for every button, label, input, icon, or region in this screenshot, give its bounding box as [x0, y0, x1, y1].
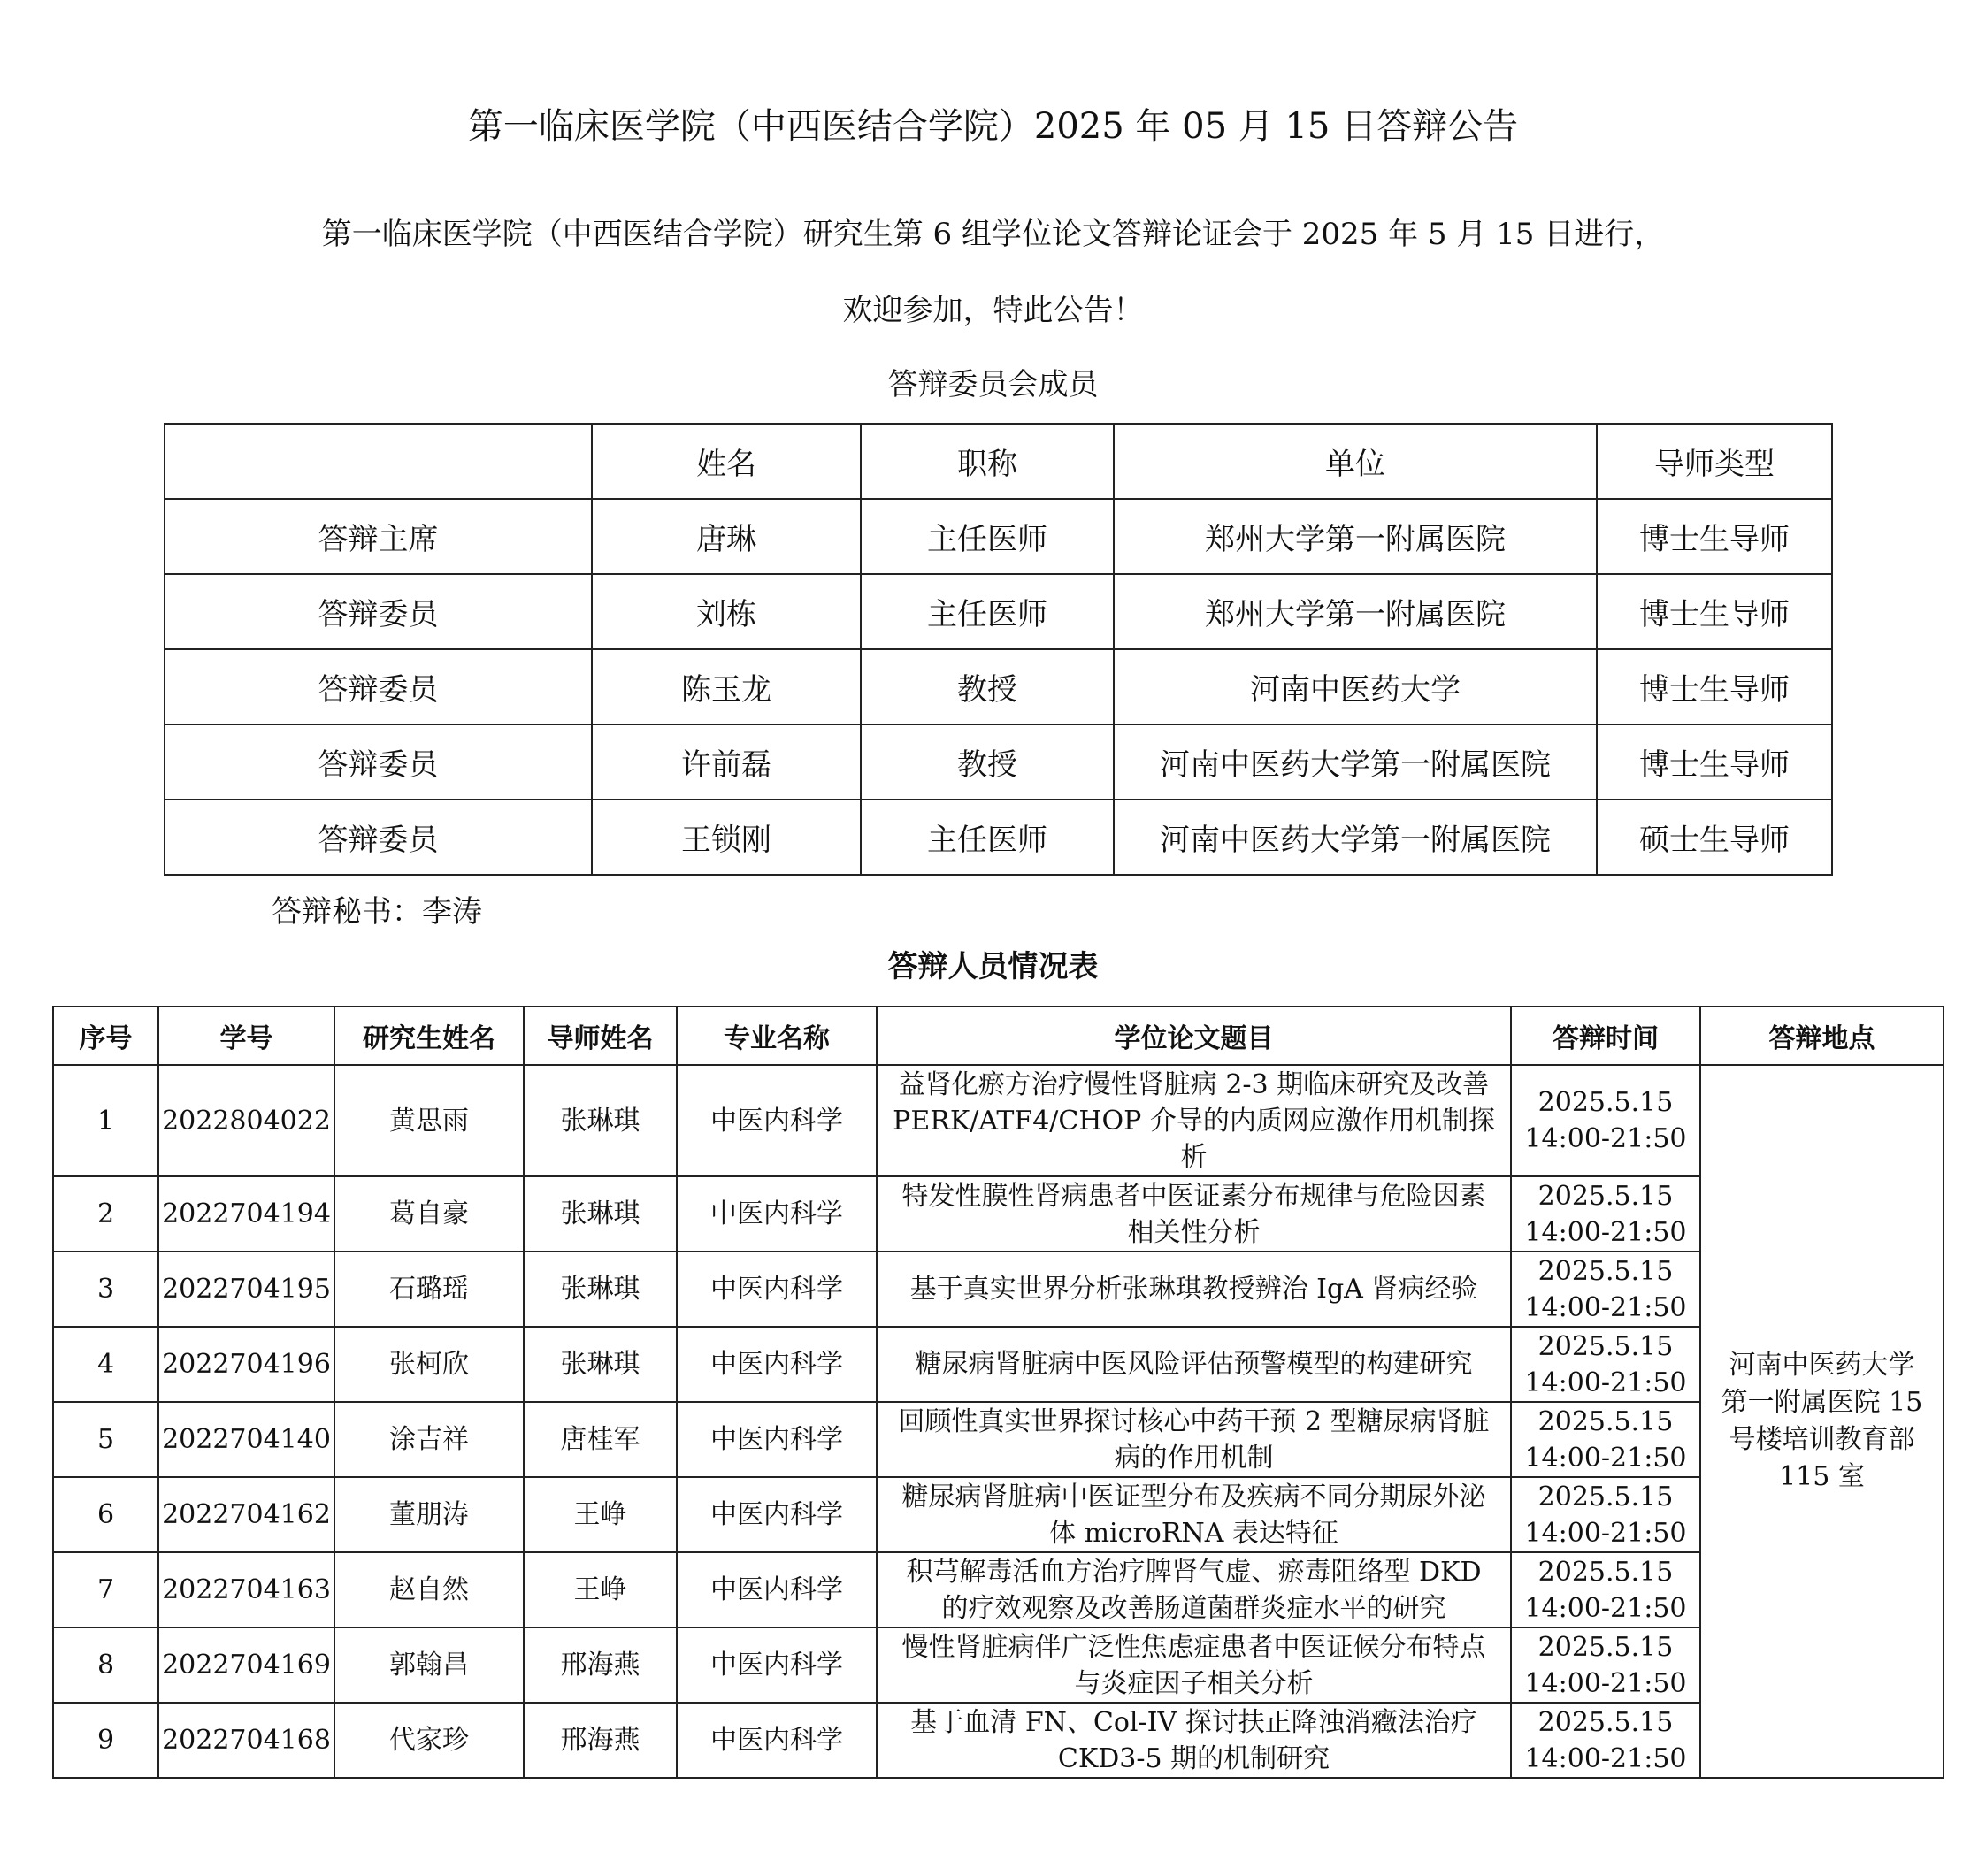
- cell-advisor-name: 王峥: [524, 1477, 677, 1552]
- cell-advisor-name: 邢海燕: [524, 1627, 677, 1703]
- cell-no: 3: [53, 1252, 158, 1327]
- cell-no: 8: [53, 1627, 158, 1703]
- cell-thesis-title: 慢性肾脏病伴广泛性焦虑症患者中医证候分布特点与炎症因子相关分析: [877, 1627, 1511, 1703]
- defense-row: [53, 1627, 1944, 1703]
- defense-date: 2025.5.15: [1537, 1556, 1674, 1588]
- defense-header-time: 答辩时间: [1511, 1007, 1700, 1065]
- cell-advisor-name: 王峥: [524, 1552, 677, 1627]
- defense-row: [53, 1252, 1944, 1327]
- committee-advisor-type: 博士生导师: [1597, 499, 1832, 574]
- cell-student-name: 郭翰昌: [334, 1627, 524, 1703]
- cell-advisor-name: 唐桂军: [524, 1402, 677, 1477]
- committee-title: 教授: [861, 724, 1114, 800]
- defense-time-range: 14:00-21:50: [1524, 1123, 1687, 1154]
- cell-thesis-title: 益肾化瘀方治疗慢性肾脏病 2-3 期临床研究及改善 PERK/ATF4/CHOP 介导的内质网应激作用机制探析: [877, 1065, 1511, 1176]
- defense-time-range: 14:00-21:50: [1524, 1517, 1687, 1549]
- defense-time-range: 14:00-21:50: [1524, 1291, 1687, 1323]
- committee-row: [165, 574, 1832, 649]
- intro-text-line2: 欢迎参加，特此公告！: [842, 293, 1144, 328]
- committee-title: 主任医师: [861, 574, 1114, 649]
- cell-advisor-name: 张琳琪: [524, 1176, 677, 1252]
- defense-row: [53, 1402, 1944, 1477]
- cell-student-id: 2022704194: [158, 1176, 334, 1252]
- cell-advisor-name: 张琳琪: [524, 1252, 677, 1327]
- committee-row: [165, 800, 1832, 875]
- cell-student-id: 2022704140: [158, 1402, 334, 1477]
- defense-date: 2025.5.15: [1537, 1706, 1674, 1738]
- cell-defense-time: [1511, 1327, 1700, 1402]
- cell-student-name: 赵自然: [334, 1552, 524, 1627]
- cell-defense-time: [1511, 1703, 1700, 1778]
- cell-major: 中医内科学: [677, 1552, 877, 1627]
- committee-unit: 河南中医药大学第一附属医院: [1114, 800, 1597, 875]
- cell-student-name: 代家珍: [334, 1703, 524, 1778]
- cell-no: 1: [53, 1065, 158, 1176]
- cell-major: 中医内科学: [677, 1176, 877, 1252]
- committee-title: 主任医师: [861, 800, 1114, 875]
- defense-row: [53, 1477, 1944, 1552]
- cell-advisor-name: 张琳琪: [524, 1327, 677, 1402]
- cell-student-id: 2022704169: [158, 1627, 334, 1703]
- cell-no: 4: [53, 1327, 158, 1402]
- cell-major: 中医内科学: [677, 1703, 877, 1778]
- cell-student-id: 2022704163: [158, 1552, 334, 1627]
- defense-table: [52, 1006, 1944, 1779]
- cell-major: 中医内科学: [677, 1065, 877, 1176]
- cell-student-id: 2022704162: [158, 1477, 334, 1552]
- cell-student-name: 张柯欣: [334, 1327, 524, 1402]
- committee-role: 答辩主席: [165, 499, 592, 574]
- defense-time-range: 14:00-21:50: [1524, 1367, 1687, 1398]
- defense-date: 2025.5.15: [1537, 1481, 1674, 1512]
- defense-time-range: 14:00-21:50: [1524, 1592, 1687, 1624]
- cell-student-name: 涂吉祥: [334, 1402, 524, 1477]
- committee-row: [165, 649, 1832, 724]
- cell-thesis-title: 糖尿病肾脏病中医风险评估预警模型的构建研究: [877, 1327, 1511, 1402]
- committee-advisor-type: 博士生导师: [1597, 574, 1832, 649]
- defense-header-location: 答辩地点: [1700, 1007, 1944, 1065]
- cell-thesis-title: 积芎解毒活血方治疗脾肾气虚、瘀毒阻络型 DKD 的疗效观察及改善肠道菌群炎症水平的研究: [877, 1552, 1511, 1627]
- committee-row: [165, 724, 1832, 800]
- committee-row: [165, 499, 1832, 574]
- cell-student-name: 葛自豪: [334, 1176, 524, 1252]
- committee-table: [164, 423, 1833, 876]
- defense-title: 答辩人员情况表: [887, 949, 1099, 984]
- committee-advisor-type: 博士生导师: [1597, 649, 1832, 724]
- defense-time-range: 14:00-21:50: [1524, 1216, 1687, 1248]
- committee-advisor-type: 硕士生导师: [1597, 800, 1832, 875]
- cell-thesis-title: 特发性膜性肾病患者中医证素分布规律与危险因素相关性分析: [877, 1176, 1511, 1252]
- committee-advisor-type: 博士生导师: [1597, 724, 1832, 800]
- defense-row: [53, 1552, 1944, 1627]
- committee-unit: 河南中医药大学: [1114, 649, 1597, 724]
- committee-header-title: 职称: [861, 424, 1114, 499]
- committee-name: 刘栋: [592, 574, 861, 649]
- defense-date: 2025.5.15: [1537, 1405, 1674, 1437]
- cell-thesis-title: 基于血清 FN、Col-IV 探讨扶正降浊消癥法治疗 CKD3-5 期的机制研究: [877, 1703, 1511, 1778]
- committee-unit: 郑州大学第一附属医院: [1114, 574, 1597, 649]
- committee-header-role: [165, 424, 592, 499]
- defense-row: [53, 1327, 1944, 1402]
- cell-major: 中医内科学: [677, 1327, 877, 1402]
- committee-title: 主任医师: [861, 499, 1114, 574]
- committee-unit: 河南中医药大学第一附属医院: [1114, 724, 1597, 800]
- committee-header-name: 姓名: [592, 424, 861, 499]
- committee-header-unit: 单位: [1114, 424, 1597, 499]
- cell-advisor-name: 张琳琪: [524, 1065, 677, 1176]
- cell-thesis-title: 基于真实世界分析张琳琪教授辨治 IgA 肾病经验: [877, 1252, 1511, 1327]
- cell-student-name: 董朋涛: [334, 1477, 524, 1552]
- page-title: 第一临床医学院（中西医结合学院）2025 年 05 月 15 日答辩公告: [467, 106, 1519, 147]
- committee-role: 答辩委员: [165, 649, 592, 724]
- secretary-text: 答辩秘书：李涛: [272, 894, 482, 930]
- defense-time-range: 14:00-21:50: [1524, 1667, 1687, 1699]
- cell-major: 中医内科学: [677, 1402, 877, 1477]
- cell-defense-time: [1511, 1176, 1700, 1252]
- cell-thesis-title: 回顾性真实世界探讨核心中药干预 2 型糖尿病肾脏病的作用机制: [877, 1402, 1511, 1477]
- committee-unit: 郑州大学第一附属医院: [1114, 499, 1597, 574]
- cell-defense-time: [1511, 1552, 1700, 1627]
- committee-title: 答辩委员会成员: [887, 367, 1099, 402]
- cell-no: 6: [53, 1477, 158, 1552]
- defense-row: [53, 1065, 1944, 1176]
- committee-name: 许前磊: [592, 724, 861, 800]
- cell-no: 2: [53, 1176, 158, 1252]
- cell-no: 5: [53, 1402, 158, 1477]
- defense-date: 2025.5.15: [1537, 1087, 1674, 1118]
- defense-time-range: 14:00-21:50: [1524, 1442, 1687, 1474]
- cell-no: 9: [53, 1703, 158, 1778]
- defense-row: [53, 1176, 1944, 1252]
- committee-title: 教授: [861, 649, 1114, 724]
- committee-name: 王锁刚: [592, 800, 861, 875]
- defense-date: 2025.5.15: [1537, 1631, 1674, 1663]
- committee-header-advisor-type: 导师类型: [1597, 424, 1832, 499]
- cell-student-id: 2022804022: [158, 1065, 334, 1176]
- defense-date: 2025.5.15: [1537, 1180, 1674, 1212]
- cell-defense-location: 河南中医药大学第一附属医院 15 号楼培训教育部 115 室: [1700, 1065, 1944, 1778]
- defense-header-student: 研究生姓名: [334, 1007, 524, 1065]
- cell-defense-time: [1511, 1477, 1700, 1552]
- defense-header-thesis: 学位论文题目: [877, 1007, 1511, 1065]
- cell-defense-time: [1511, 1627, 1700, 1703]
- cell-thesis-title: 糖尿病肾脏病中医证型分布及疾病不同分期尿外泌体 microRNA 表达特征: [877, 1477, 1511, 1552]
- cell-student-id: 2022704168: [158, 1703, 334, 1778]
- defense-header-id: 学号: [158, 1007, 334, 1065]
- intro-text-line1: 第一临床医学院（中西医结合学院）研究生第 6 组学位论文答辩论证会于 2025 年 5 月 15 日进行，: [321, 217, 1665, 252]
- cell-defense-time: [1511, 1402, 1700, 1477]
- committee-role: 答辩委员: [165, 800, 592, 875]
- committee-role: 答辩委员: [165, 574, 592, 649]
- cell-student-name: 黄思雨: [334, 1065, 524, 1176]
- committee-name: 唐琳: [592, 499, 861, 574]
- committee-header-row: [165, 424, 1832, 499]
- cell-major: 中医内科学: [677, 1477, 877, 1552]
- defense-header-no: 序号: [53, 1007, 158, 1065]
- cell-no: 7: [53, 1552, 158, 1627]
- cell-major: 中医内科学: [677, 1627, 877, 1703]
- cell-defense-time: [1511, 1252, 1700, 1327]
- defense-date: 2025.5.15: [1537, 1330, 1674, 1362]
- cell-student-id: 2022704195: [158, 1252, 334, 1327]
- defense-header-row: [53, 1007, 1944, 1065]
- defense-date: 2025.5.15: [1537, 1255, 1674, 1287]
- committee-name: 陈玉龙: [592, 649, 861, 724]
- defense-header-advisor: 导师姓名: [524, 1007, 677, 1065]
- cell-major: 中医内科学: [677, 1252, 877, 1327]
- cell-defense-time: [1511, 1065, 1700, 1176]
- defense-row: [53, 1703, 1944, 1778]
- committee-role: 答辩委员: [165, 724, 592, 800]
- cell-student-name: 石璐瑶: [334, 1252, 524, 1327]
- defense-time-range: 14:00-21:50: [1524, 1742, 1687, 1774]
- defense-header-major: 专业名称: [677, 1007, 877, 1065]
- cell-student-id: 2022704196: [158, 1327, 334, 1402]
- cell-advisor-name: 邢海燕: [524, 1703, 677, 1778]
